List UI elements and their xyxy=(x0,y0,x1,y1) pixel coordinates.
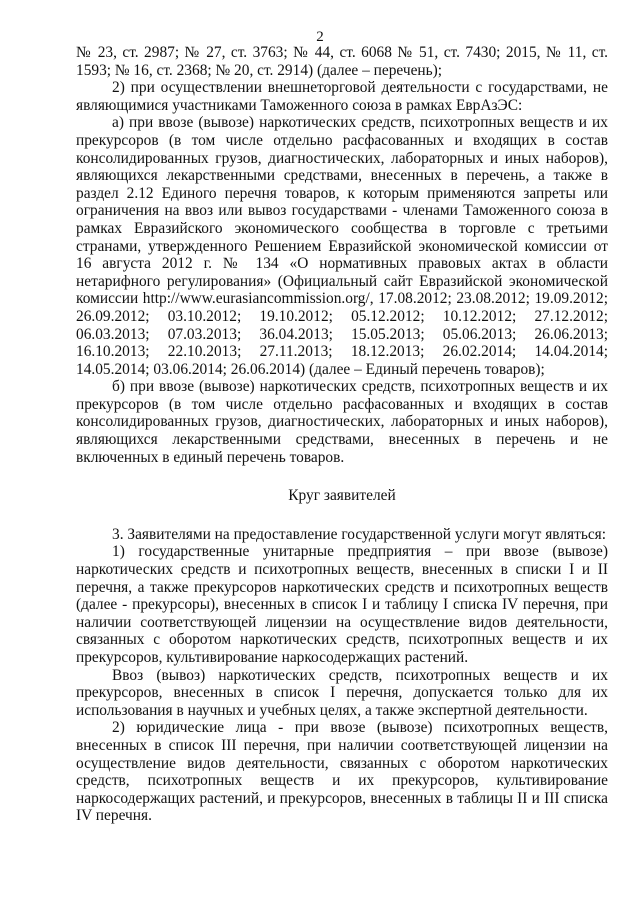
paragraph-item-2: 2) при осуществлении внешнеторговой деятельности с государствами, не являющимися участниками Таможенного союза в рамках ЕврАзЭС: xyxy=(76,79,608,114)
paragraph-import-restriction: Ввоз (вывоз) наркотических средств, психотропных веществ и их прекурсоров, внесенных в список I перечня, допускается только для их использования в научных и учебных целях, а также экспертной деятельности. xyxy=(76,666,608,719)
spacer xyxy=(76,505,608,526)
paragraph-item-3: 3. Заявителями на предоставление государственной услуги могут являться: xyxy=(112,525,607,543)
section-heading: Круг заявителей xyxy=(288,487,396,505)
paragraph-item-3-2: 2) юридические лица - при ввозе (вывозе) психотропных веществ, внесенных в список III перечня, при наличии соответствующей лицензии на осуществление видов деятельности, связанных с оборотом наркотических средств, психотропных веществ и их прекурсоров, культивирование наркосодержащих растений, и прекурсоров, внесенных в таблицы II и III списка IV перечня. xyxy=(76,719,608,825)
paragraph-item-2b: б) при ввозе (вывозе) наркотических средств, психотропных веществ и их прекурсоров (в том числе отдельно расфасованных и входящих в состав консолидированных грузов, диагностических, лабораторных и иных наборов), являющихся лекарственными средствами, внесенных в перечень и не включенных в единый перечень товаров. xyxy=(76,378,608,466)
page-number: 2 xyxy=(316,29,324,45)
paragraph-item-2a: а) при ввозе (вывозе) наркотических средств, психотропных веществ и их прекурсоров (в том числе отдельно расфасованных и входящих в состав консолидированных грузов, диагностических, лабораторных и иных наборов), являющихся лекарственными средствами, внесенных в перечень, а также в раздел 2.12 Единого перечня товаров, к которым применяются запреты или ограничения на ввоз или вывоз государствами - членами Таможенного союза в рамках Евразийского экономического сообщества в торговле с третьими странами, утвержденного Решением Евразийской экономической комиссии от 16 августа 2012 г. № 134 «О нормативных правовых актах в области нетарифного регулирования» (Официальный сайт Евразийской экономической комиссии http://www.eurasiancommission.org/, 17.08.2012; 23.08.2012; 19.09.2012; 26.09.2012; 03.10.2012; 19.10.2012; 05.12.2012; 10.12.2012; 27.12.2012; 06.03.2013; 07.03.2013; 36.04.2013; 15.05.2013; 05.06.2013; 26.06.2013; 16.10.2013; 22.10.2013; 27.11.2013; 18.12.2013; 26.02.2014; 14.04.2014; 14.05.2014; 03.06.2014; 26.06.2014) (далее – Единый перечень товаров); xyxy=(76,114,608,378)
document-body xyxy=(76,44,608,825)
paragraph-item-3-1: 1) государственные унитарные предприятия – при ввозе (вывозе) наркотических средств и психотропных веществ, внесенных в списки I и II перечня, а также прекурсоров наркотических средств и психотропных веществ (далее - прекурсоры), внесенных в список I и таблицу I списка IV перечня, при наличии соответствующей лицензии на осуществление видов деятельности, связанных с оборотом наркотических средств, психотропных веществ и их прекурсоров, культивирование наркосодержащих растений. xyxy=(76,543,608,666)
spacer xyxy=(76,466,608,487)
paragraph-continuation: № 23, ст. 2987; № 27, ст. 3763; № 44, ст. 6068 № 51, ст. 7430; 2015, № 11, ст. 1593; № 16, ст. 2368; № 20, ст. 2914) (далее – перечень); xyxy=(76,44,608,79)
